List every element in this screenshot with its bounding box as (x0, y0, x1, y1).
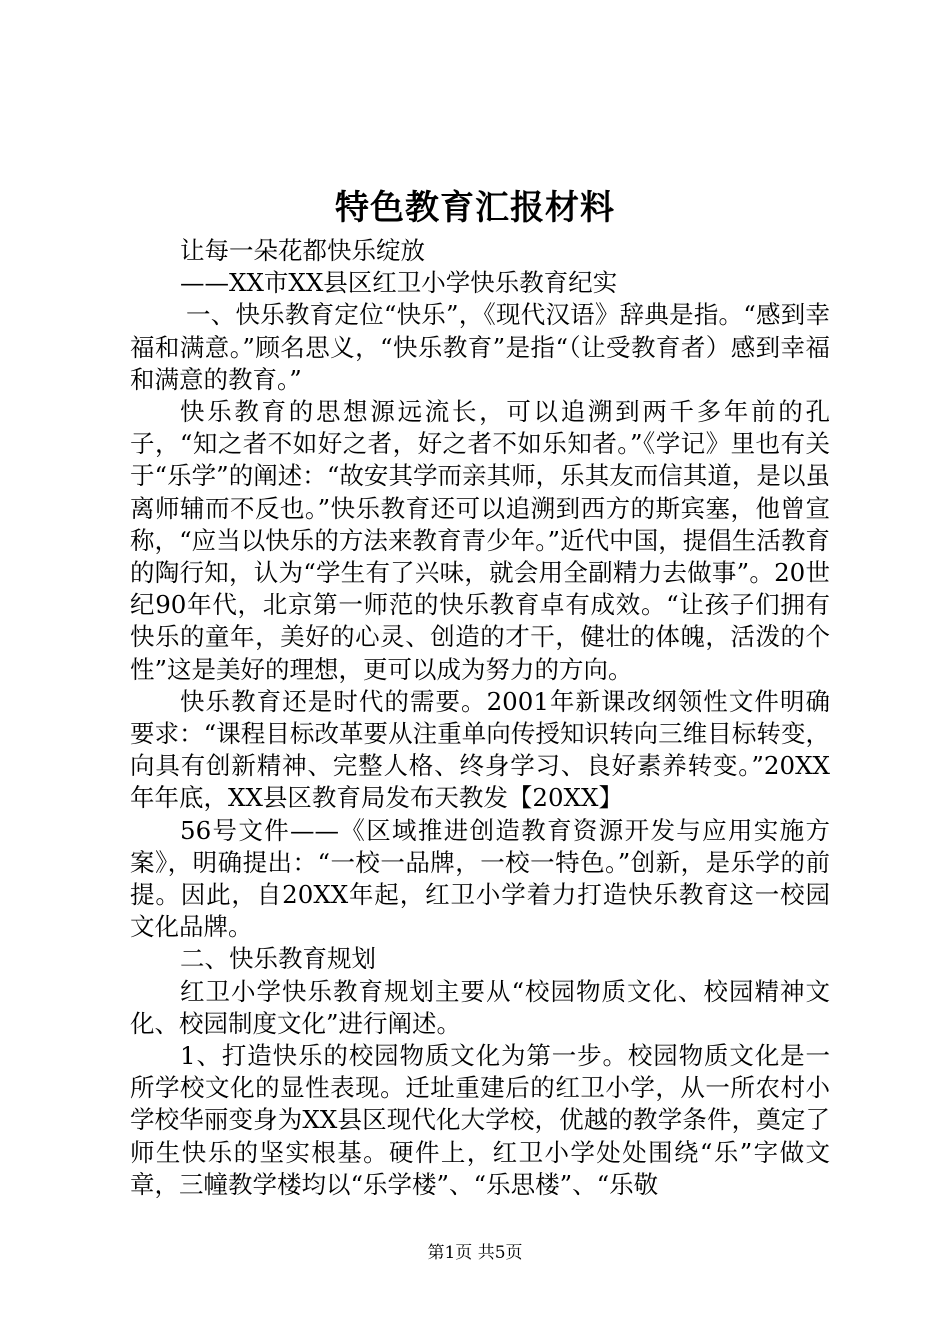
paragraph-planning-overview: 红卫小学快乐教育规划主要从“校园物质文化、校园精神文化、校园制度文化”进行阐述。 (130, 976, 830, 1038)
paragraph-positioning: 一、快乐教育定位“快乐”，《现代汉语》辞典是指。“感到幸福和满意。”顾名思义，“快乐教育”是指“（让受教育者）感到幸福和满意的教育。” (130, 300, 830, 394)
paragraph-material-culture: 1、打造快乐的校园物质文化为第一步。校园物质文化是一所学校文化的显性表现。迁址重建后的红卫小学，从一所农村小学校华丽变身为XX县区现代化大学校，优越的教学条件，奠定了师生快乐的坚实根基。硬件上，红卫小学处处围绕“乐”字做文章，三幢教学楼均以“乐学楼”、“乐思楼”、“乐敬 (130, 1041, 830, 1199)
section-heading-planning: 二、快乐教育规划 (180, 944, 376, 974)
paragraph-era-needs: 快乐教育还是时代的需要。2001年新课改纲领性文件明确要求：“课程目标改革要从注重单向传授知识转向三维目标转变，向具有创新精神、完整人格、终身学习、良好素养转变。”20XX年年底，XX县区教育局发布天教发【20XX】 (130, 686, 830, 813)
subtitle: 让每一朵花都快乐绽放 (180, 236, 425, 265)
page-footer: 第1页 共5页 (427, 1243, 523, 1263)
paragraph-document-56: 56号文件——《区域推进创造教育资源开发与应用实施方案》，明确提出：“一校一品牌，一校一特色。”创新，是乐学的前提。因此，自20XX年起，红卫小学着力打造快乐教育这一校园文化品牌。 (130, 815, 830, 942)
document-title: 特色教育汇报材料 (335, 188, 615, 228)
subtitle-secondary: ——XX市XX县区红卫小学快乐教育纪实 (180, 268, 618, 298)
document-body (130, 235, 830, 1201)
paragraph-origins: 快乐教育的思想源远流长，可以追溯到两千多年前的孔子，“知之者不如好之者，好之者不如乐知者。”《学记》里也有关于“乐学”的阐述：“故安其学而亲其师，乐其友而信其道，是以虽离师辅而不反也。”快乐教育还可以追溯到西方的斯宾塞，他曾宣称，“应当以快乐的方法来教育青少年。”近代中国，提倡生活教育的陶行知，认为“学生有了兴味，就会用全副精力去做事”。20世纪90年代，北京第一师范的快乐教育卓有成效。“让孩子们拥有快乐的童年，美好的心灵、创造的才干，健壮的体魄，活泼的个性”这是美好的理想，更可以成为努力的方向。 (130, 397, 830, 684)
